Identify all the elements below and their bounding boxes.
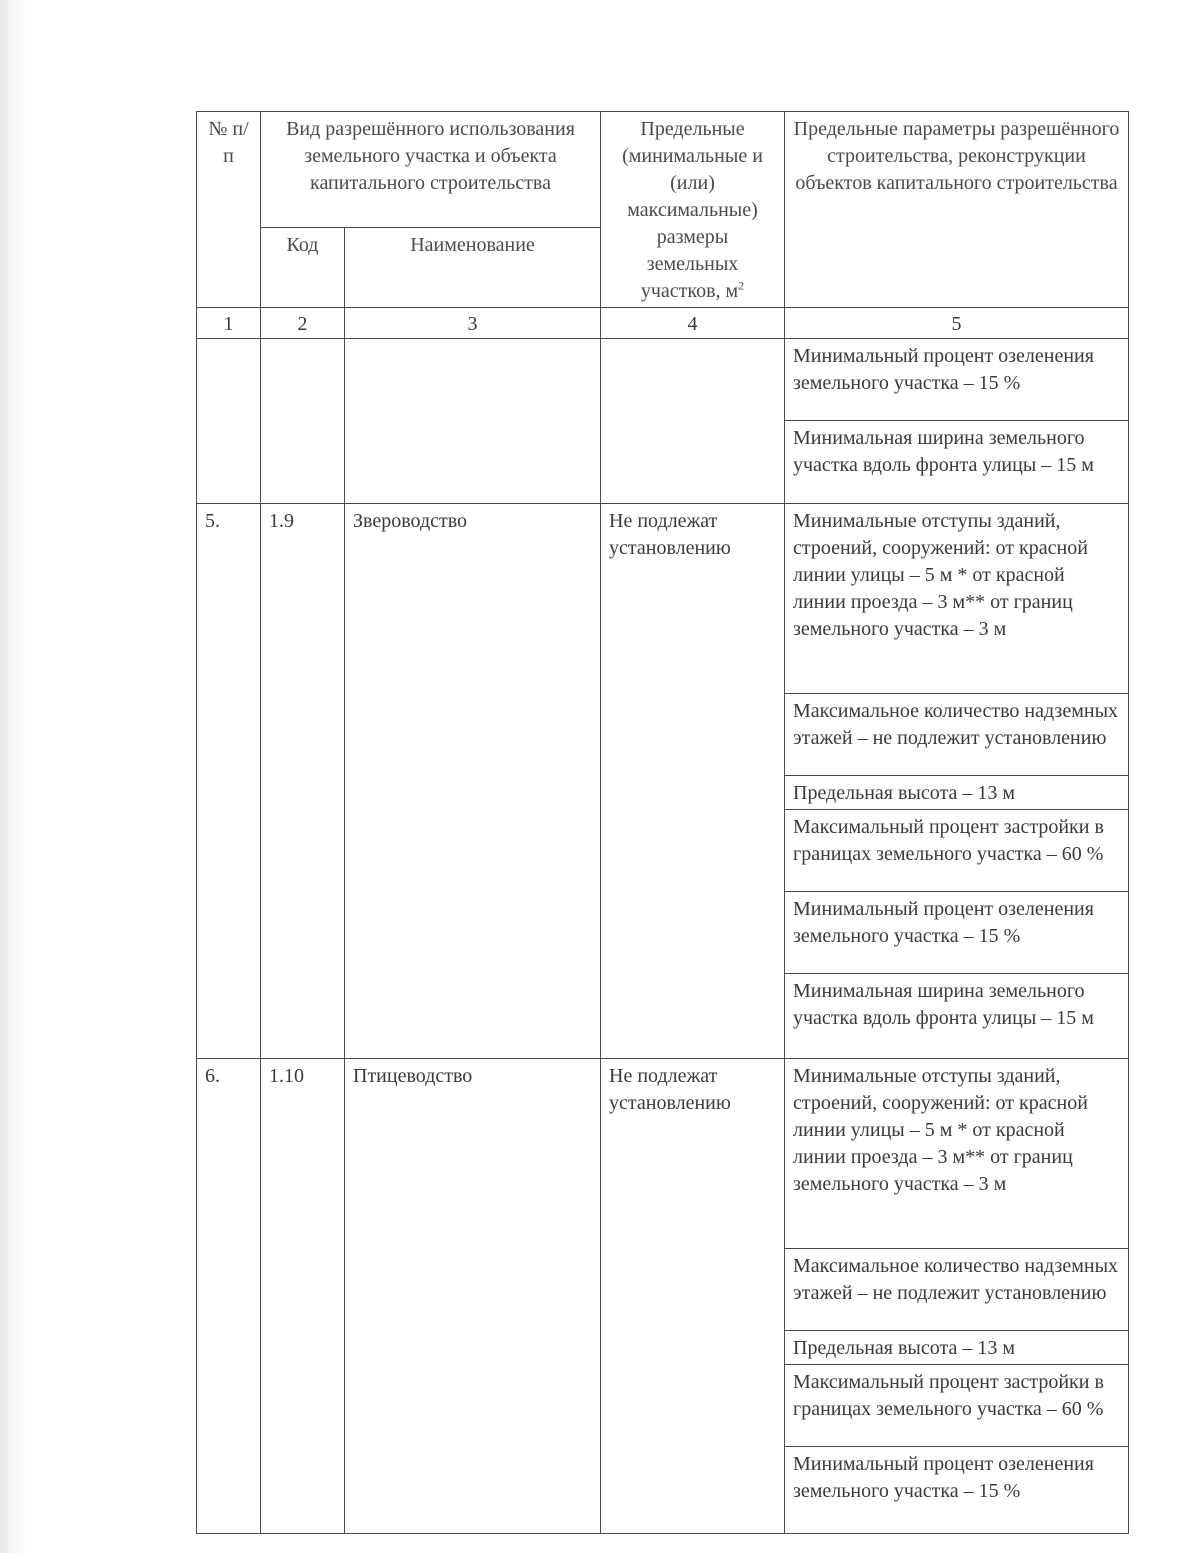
param-cell: Минимальные отступы зданий, строений, сооружений: от красной линии улицы – 5 м * от красной линии проезда – 3 м** от границ земельного участка – 3 м (785, 504, 1129, 694)
row-code-cell: 1.10 (261, 1059, 345, 1534)
column-number: 5 (785, 308, 1129, 339)
table-row (197, 339, 1129, 421)
table-row (197, 1059, 1129, 1249)
column-number: 2 (261, 308, 345, 339)
table-row (197, 504, 1129, 694)
param-cell: Предельная высота – 13 м (785, 1331, 1129, 1365)
param-cell: Максимальное количество надземных этажей – не подлежит установлению (785, 1249, 1129, 1331)
row-size-cell (601, 339, 785, 504)
column-number: 4 (601, 308, 785, 339)
param-cell: Минимальный процент озеленения земельного участка – 15 % (785, 1447, 1129, 1534)
param-cell: Минимальная ширина земельного участка вдоль фронта улицы – 15 м (785, 421, 1129, 504)
row-name-cell (345, 339, 601, 504)
row-no-cell: 5. (197, 504, 261, 1059)
header-name: Наименование (345, 227, 601, 307)
row-code-cell: 1.9 (261, 504, 345, 1059)
header-row-top (197, 112, 1129, 228)
column-number: 1 (197, 308, 261, 339)
param-cell: Минимальный процент озеленения земельного участка – 15 % (785, 892, 1129, 974)
row-name-cell: Звероводство (345, 504, 601, 1059)
header-size: Предельные (минимальные и (или) максимальные) размеры земельных участков, $м^2$ (601, 112, 785, 308)
header-params: Предельные параметры разрешённого строительства, реконструкции объектов капитального строительства (785, 112, 1129, 308)
param-cell: Предельная высота – 13 м (785, 776, 1129, 810)
param-cell: Максимальное количество надземных этажей – не подлежит установлению (785, 694, 1129, 776)
row-name-cell: Птицеводство (345, 1059, 601, 1534)
header-kind: Вид разрешённого использования земельного участка и объекта капитального строительства (261, 112, 601, 228)
row-code-cell (261, 339, 345, 504)
param-cell: Минимальный процент озеленения земельного участка – 15 % (785, 339, 1129, 421)
row-size-cell: Не подлежат установлению (601, 504, 785, 1059)
param-cell: Максимальный процент застройки в границах земельного участка – 60 % (785, 810, 1129, 892)
param-cell: Максимальный процент застройки в границах земельного участка – 60 % (785, 1365, 1129, 1447)
row-size-cell: Не подлежат установлению (601, 1059, 785, 1534)
column-numbers-row (197, 308, 1129, 339)
header-code: Код (261, 227, 345, 307)
land-use-table (196, 111, 1129, 1534)
param-cell: Минимальные отступы зданий, строений, сооружений: от красной линии улицы – 5 м * от красной линии проезда – 3 м** от границ земельного участка – 3 м (785, 1059, 1129, 1249)
header-no: № п/п (197, 112, 261, 308)
param-cell: Минимальная ширина земельного участка вдоль фронта улицы – 15 м (785, 974, 1129, 1059)
row-no-cell (197, 339, 261, 504)
row-no-cell: 6. (197, 1059, 261, 1534)
scan-edge-shadow (0, 0, 28, 1553)
column-number: 3 (345, 308, 601, 339)
